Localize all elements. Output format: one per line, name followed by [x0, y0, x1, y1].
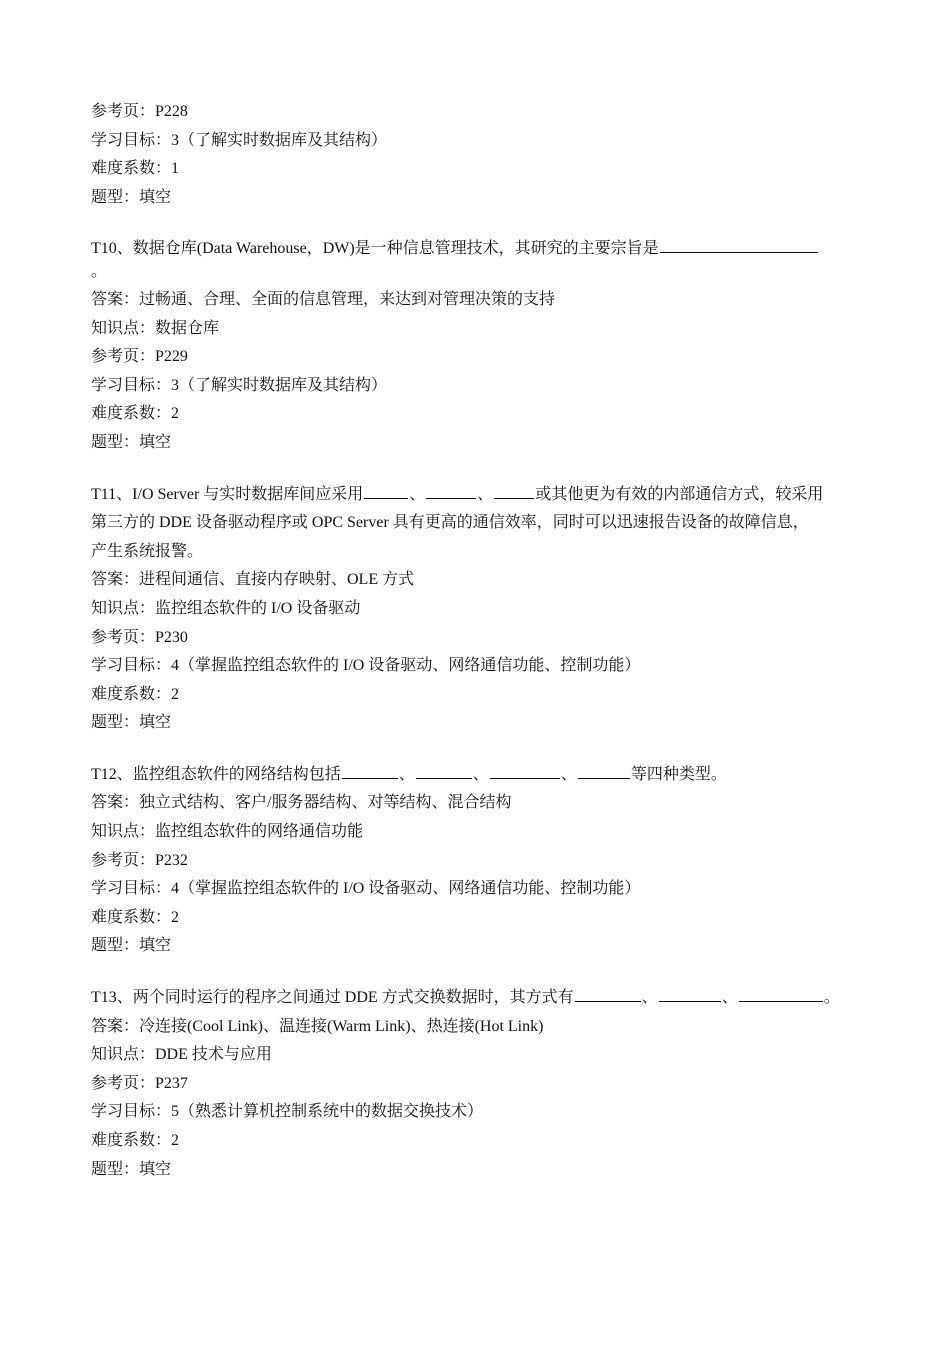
question-type: 题型：填空: [91, 937, 172, 955]
question-t11-line3: 产生系统报警。: [91, 542, 204, 560]
question-text: T10、数据仓库(Data Warehouse，DW)是一种信息管理技术，其研究的主要宗旨是: [91, 240, 659, 258]
answer: 答案：过畅通、合理、全面的信息管理，来达到对管理决策的支持: [91, 290, 556, 308]
answer-blank: [575, 987, 641, 1002]
document-content: [91, 98, 851, 1184]
difficulty: 难度系数：2: [91, 405, 180, 423]
question-text: T11、I/O Server 与实时数据库间应采用: [91, 485, 364, 503]
learning-objective: 学习目标：5（熟悉计算机控制系统中的数据交换技术）: [91, 1103, 484, 1121]
answer-blank: [660, 238, 818, 253]
question-type: 题型：填空: [91, 1160, 172, 1178]
answer-blank: [364, 484, 408, 499]
learning-objective: 学习目标：4（掌握监控组态软件的 I/O 设备驱动、网络通信功能、控制功能）: [91, 880, 641, 898]
question-t10: [91, 235, 851, 264]
answer-blank: [342, 764, 398, 779]
separator: 、: [477, 485, 494, 503]
answer: 答案：进程间通信、直接内存映射、OLE 方式: [91, 571, 415, 589]
separator: 、: [560, 765, 577, 783]
question-t11-line2: 第三方的 DDE 设备驱动程序或 OPC Server 具有更高的通信效率，同时可以迅速报告设备的故障信息，: [91, 514, 809, 532]
learning-objective: 学习目标：3（了解实时数据库及其结构）: [91, 131, 388, 149]
knowledge-point: 知识点：监控组态软件的网络通信功能: [91, 823, 364, 841]
question-text: T12、监控组态软件的网络结构包括: [91, 765, 341, 783]
answer-blank: [426, 484, 476, 499]
answer: 答案：独立式结构、客户/服务器结构、对等结构、混合结构: [91, 794, 512, 812]
question-t13: [91, 984, 851, 1013]
answer: 答案：冷连接(Cool Link)、温连接(Warm Link)、热连接(Hot Link): [91, 1017, 544, 1035]
question-type: 题型：填空: [91, 714, 172, 732]
answer-blank: [494, 484, 534, 499]
question-text: 等四种类型。: [630, 765, 727, 783]
separator: 、: [472, 765, 489, 783]
question-t10-end: 。: [91, 262, 108, 280]
learning-objective: 学习目标：4（掌握监控组态软件的 I/O 设备驱动、网络通信功能、控制功能）: [91, 657, 641, 675]
separator: 、: [721, 989, 738, 1007]
answer-blank: [659, 987, 721, 1002]
question-end: 。: [823, 989, 840, 1007]
answer-blank: [490, 764, 560, 779]
question-t11: [91, 481, 851, 510]
ref-page: 参考页：P232: [91, 851, 188, 869]
ref-page: 参考页：P230: [91, 628, 188, 646]
question-text: 或其他更为有效的内部通信方式，较采用: [535, 485, 824, 503]
knowledge-point: 知识点：监控组态软件的 I/O 设备驱动: [91, 599, 361, 617]
learning-objective: 学习目标：3（了解实时数据库及其结构）: [91, 376, 388, 394]
question-t12: [91, 761, 851, 790]
question-text: T13、两个同时运行的程序之间通过 DDE 方式交换数据时，其方式有: [91, 989, 574, 1007]
ref-page: 参考页：P228: [91, 103, 188, 120]
answer-blank: [739, 987, 823, 1002]
knowledge-point: 知识点：数据仓库: [91, 319, 220, 337]
ref-page: 参考页：P229: [91, 348, 188, 366]
knowledge-point: 知识点：DDE 技术与应用: [91, 1046, 272, 1064]
answer-blank: [578, 764, 630, 779]
difficulty: 难度系数：2: [91, 908, 180, 926]
question-type: 题型：填空: [91, 433, 172, 451]
separator: 、: [641, 989, 658, 1007]
separator: 、: [398, 765, 415, 783]
answer-blank: [416, 764, 472, 779]
difficulty: 难度系数：1: [91, 160, 180, 178]
ref-page: 参考页：P237: [91, 1074, 188, 1092]
difficulty: 难度系数：2: [91, 685, 180, 703]
question-type: 题型：填空: [91, 188, 172, 206]
difficulty: 难度系数：2: [91, 1132, 180, 1149]
separator: 、: [409, 485, 426, 503]
